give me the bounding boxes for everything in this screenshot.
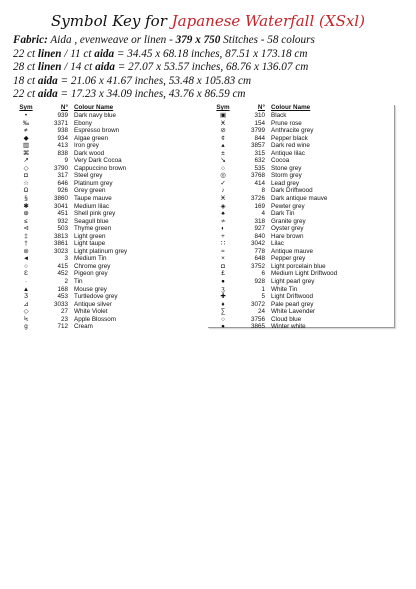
- colour-name: Espresso brown: [74, 127, 120, 135]
- color-row: [213, 248, 395, 256]
- stitch-symbol: •: [24, 112, 28, 119]
- colour-name: Light platinum grey: [74, 247, 128, 255]
- fabric-line: Fabric: Aida , evenweave or linen - 379 x 750 Stitches - 58 colours: [13, 34, 315, 46]
- dmc-number: 9: [64, 157, 68, 165]
- stitch-symbol: +: [221, 232, 225, 240]
- color-row: [213, 286, 395, 294]
- colour-name: Pewter grey: [271, 202, 305, 210]
- color-row: [213, 127, 395, 135]
- dmc-number: 3023: [53, 247, 68, 255]
- colour-name: Chrome grey: [74, 262, 111, 270]
- dmc-number: 3790: [53, 164, 68, 172]
- color-row: [213, 323, 395, 331]
- colour-name: Mouse grey: [74, 285, 107, 293]
- colour-name: Winter white: [271, 323, 306, 331]
- color-row: [213, 187, 395, 195]
- colour-name: Shell pink grey: [74, 210, 116, 218]
- dmc-number: 3860: [53, 195, 68, 203]
- dmc-number: 315: [254, 149, 265, 157]
- color-row: [16, 301, 198, 309]
- color-row: [16, 120, 198, 128]
- dmc-number: 934: [57, 134, 68, 142]
- colour-name: Seagull blue: [74, 217, 109, 225]
- size-line: 18 ct aida = 21.06 x 41.67 inches, 53.48 x 105.83 cm: [13, 74, 252, 87]
- colour-name: Pepper black: [271, 134, 308, 142]
- dmc-number: 415: [57, 262, 68, 270]
- stitch-symbol: ◇: [23, 308, 29, 316]
- dmc-number: 453: [57, 293, 68, 301]
- color-row: [16, 248, 198, 256]
- colour-name: Antique mauve: [271, 247, 314, 255]
- stitch-symbol: Ω: [23, 187, 29, 195]
- colour-name: Hare brown: [271, 232, 304, 240]
- colour-name: Dark antique mauve: [271, 195, 328, 203]
- color-row: [16, 240, 198, 248]
- color-row: [16, 233, 198, 241]
- stitch-symbol: ±: [221, 149, 225, 157]
- color-row: [16, 278, 198, 286]
- stitch-symbol: ⊲: [23, 225, 29, 233]
- stitch-symbol: ∷: [220, 240, 225, 248]
- colour-name: Black: [271, 112, 287, 119]
- colour-name: Pale pearl grey: [271, 300, 314, 308]
- colour-name: Antique lilac: [271, 149, 305, 157]
- dmc-number: 3371: [53, 119, 68, 127]
- colour-name: Light green: [74, 232, 106, 240]
- stitch-symbol: Ɛ: [24, 270, 28, 278]
- dmc-number: 27: [60, 308, 68, 316]
- color-row: [213, 301, 395, 309]
- color-row: [16, 172, 198, 180]
- dmc-number: 4: [261, 210, 265, 218]
- dmc-number: 168: [57, 285, 68, 293]
- stitch-symbol: ‡: [24, 232, 28, 240]
- colour-name: Antique silver: [74, 300, 112, 308]
- dmc-number: 3857: [250, 142, 265, 150]
- dmc-number: 3033: [53, 300, 68, 308]
- color-row: [213, 180, 395, 188]
- dmc-number: 2: [64, 278, 68, 286]
- color-row: [16, 308, 198, 316]
- colour-name: Lilac: [271, 240, 284, 248]
- color-row: [16, 157, 198, 165]
- dmc-number: 318: [254, 217, 265, 225]
- stitch-symbol: ⊿: [23, 300, 29, 308]
- colour-name: White Lavender: [271, 308, 316, 316]
- stitch-symbol: ‰: [22, 119, 30, 127]
- colour-name: Dark red wine: [271, 142, 310, 150]
- stitch-symbol: §: [24, 195, 28, 203]
- colour-name: White Tin: [271, 285, 298, 293]
- stitch-symbol: ◆: [23, 134, 29, 142]
- stitch-symbol: ◐: [221, 225, 225, 233]
- stitch-symbol: ▲: [22, 285, 30, 293]
- color-row: [16, 150, 198, 158]
- color-row: [16, 180, 198, 188]
- dmc-number: 24: [257, 308, 265, 316]
- dmc-number: 778: [254, 247, 265, 255]
- dmc-number: 3: [64, 255, 68, 263]
- colour-name: Cocoa: [271, 157, 290, 165]
- dmc-number: 3756: [250, 315, 265, 323]
- dmc-number: 632: [254, 157, 265, 165]
- dmc-number: 6: [261, 270, 265, 278]
- stitch-symbol: ◄: [22, 255, 30, 263]
- color-row: [16, 165, 198, 173]
- dmc-number: 23: [60, 315, 68, 323]
- stitch-symbol: ●: [221, 323, 225, 331]
- stitch-symbol: ◘: [221, 262, 225, 270]
- dmc-number: 452: [57, 270, 68, 278]
- pattern-name: Japanese Waterfall (XSxl): [171, 12, 365, 30]
- color-row: [16, 255, 198, 263]
- colour-name: Pepper grey: [271, 255, 306, 263]
- stitch-symbol: ·: [24, 278, 28, 286]
- stitch-symbol: ○: [221, 315, 225, 323]
- symbol-key-right: [213, 104, 395, 331]
- colour-name: Light pearl grey: [271, 278, 315, 286]
- colour-name: Cloud blue: [271, 315, 302, 323]
- colour-name: Medium Light Driftwood: [271, 270, 338, 278]
- color-row: [16, 286, 198, 294]
- colour-name: Granite grey: [271, 217, 306, 225]
- color-row: [213, 135, 395, 143]
- stitch-symbol: ≤: [24, 217, 28, 225]
- stitch-symbol: Ӿ: [220, 195, 226, 203]
- color-row: [16, 210, 198, 218]
- size-line: 28 ct linen / 14 ct aida = 27.07 x 53.57 inches, 68.76 x 136.07 cm: [13, 61, 309, 74]
- stitch-symbol: £: [221, 270, 225, 278]
- color-row: [213, 240, 395, 248]
- color-row: [16, 135, 198, 143]
- stitch-symbol: ⊘: [220, 127, 226, 135]
- color-row: [16, 270, 198, 278]
- color-row: [16, 127, 198, 135]
- dmc-number: 646: [57, 179, 68, 187]
- dmc-number: 8: [261, 187, 265, 195]
- stitch-symbol: ♪: [221, 187, 225, 195]
- colour-name: Iron grey: [74, 142, 99, 150]
- dmc-number: 3799: [250, 127, 265, 135]
- color-row: [16, 218, 198, 226]
- stitch-symbol: g: [24, 323, 28, 331]
- symbol-key-left: [16, 104, 198, 331]
- color-row: [16, 225, 198, 233]
- color-row: [213, 112, 395, 120]
- colour-name: Cream: [74, 323, 93, 331]
- colour-name: Prune rose: [271, 119, 302, 127]
- dmc-number: 844: [254, 134, 265, 142]
- color-row: [16, 263, 198, 271]
- dmc-number: 3861: [53, 240, 68, 248]
- colour-name: Turtledove grey: [74, 293, 118, 301]
- colour-name: Steel grey: [74, 172, 103, 180]
- color-row: [16, 323, 198, 331]
- stitch-symbol: ▥: [23, 142, 29, 150]
- color-row: [16, 293, 198, 301]
- stitch-symbol: ●: [221, 278, 225, 286]
- colour-name: Light taupe: [74, 240, 106, 248]
- stitch-symbol: ʒ: [221, 285, 225, 293]
- stitch-symbol: Ӿ: [220, 119, 226, 127]
- dmc-number: 928: [254, 278, 265, 286]
- dmc-number: 3865: [250, 323, 265, 331]
- colour-name: Apple Blossom: [74, 315, 116, 323]
- stitch-symbol: ◇: [23, 164, 29, 172]
- page-title: [0, 12, 416, 30]
- colour-name: Anthracite grey: [271, 127, 314, 135]
- dmc-number: 3042: [250, 240, 265, 248]
- color-row: [213, 172, 395, 180]
- key-rows: [16, 112, 198, 331]
- color-row: [213, 203, 395, 211]
- colour-name: Lead grey: [271, 179, 300, 187]
- key-header: Sym N° Colour Name: [19, 104, 114, 111]
- stitch-symbol: ×: [221, 255, 225, 263]
- color-row: [16, 142, 198, 150]
- dmc-number: 535: [254, 164, 265, 172]
- color-row: [213, 293, 395, 301]
- color-row: [213, 218, 395, 226]
- stitch-symbol: ♦: [221, 300, 225, 308]
- stitch-symbol: ○: [221, 164, 225, 172]
- dmc-number: 938: [57, 127, 68, 135]
- size-line: 22 ct aida = 17.23 x 34.09 inches, 43.76 x 86.59 cm: [13, 88, 246, 101]
- color-row: [213, 263, 395, 271]
- dmc-number: 932: [57, 217, 68, 225]
- dmc-number: 3041: [53, 202, 68, 210]
- stitch-symbol: ⌘: [22, 149, 30, 157]
- color-row: [16, 187, 198, 195]
- dmc-number: 1: [261, 285, 265, 293]
- stitch-symbol: ◘: [24, 172, 28, 180]
- colour-name: Ebony: [74, 119, 92, 127]
- stitch-symbol: ☆: [23, 179, 29, 187]
- color-row: [213, 142, 395, 150]
- colour-name: Algae green: [74, 134, 108, 142]
- dmc-number: 927: [254, 225, 265, 233]
- color-row: [213, 308, 395, 316]
- title-prefix: Symbol Key for: [51, 12, 167, 30]
- colour-name: Platinum grey: [74, 179, 113, 187]
- dmc-number: 3752: [250, 262, 265, 270]
- dmc-number: 169: [254, 202, 265, 210]
- dmc-number: 414: [254, 179, 265, 187]
- color-row: [213, 278, 395, 286]
- stitch-symbol: ≠: [24, 127, 28, 135]
- colour-name: Storm grey: [271, 172, 302, 180]
- dmc-number: 3726: [250, 195, 265, 203]
- dmc-number: 413: [57, 142, 68, 150]
- dmc-number: 648: [254, 255, 265, 263]
- dmc-number: 451: [57, 210, 68, 218]
- stitch-symbol: †: [24, 240, 28, 248]
- color-row: [213, 233, 395, 241]
- stitch-symbol: ✓: [220, 179, 226, 187]
- color-row: [16, 112, 198, 120]
- stitch-symbol: Ϟ: [24, 315, 28, 323]
- fabric-info: [13, 34, 413, 102]
- colour-name: Medium lilac: [74, 202, 109, 210]
- color-row: [213, 120, 395, 128]
- colour-name: Thyme green: [74, 225, 112, 233]
- dmc-number: 840: [254, 232, 265, 240]
- color-row: [16, 316, 198, 324]
- color-row: [213, 270, 395, 278]
- stitch-symbol: ♠: [221, 210, 225, 218]
- colour-name: Stone grey: [271, 164, 302, 172]
- dmc-number: 838: [57, 149, 68, 157]
- dmc-number: 926: [57, 187, 68, 195]
- colour-name: Dark navy blue: [74, 112, 116, 119]
- dmc-number: 712: [57, 323, 68, 331]
- stitch-symbol: ⊚: [23, 247, 29, 255]
- dmc-number: 3072: [250, 300, 265, 308]
- color-row: [213, 255, 395, 263]
- stitch-symbol: ✱: [23, 202, 29, 210]
- colour-name: Medium Tin: [74, 255, 107, 263]
- color-row: [213, 316, 395, 324]
- stitch-symbol: ↘: [220, 157, 226, 165]
- stitch-symbol: ✚: [220, 293, 226, 301]
- stitch-symbol: ◎: [220, 172, 226, 180]
- colour-name: Tin: [74, 278, 83, 286]
- color-row: [213, 157, 395, 165]
- stitch-symbol: ▴: [221, 142, 225, 150]
- color-row: [213, 210, 395, 218]
- colour-name: Grey green: [74, 187, 106, 195]
- color-row: [213, 195, 395, 203]
- key-header: Sym N° Colour Name: [216, 104, 311, 111]
- color-row: [16, 203, 198, 211]
- colour-name: Cappuccino brown: [74, 164, 127, 172]
- key-rows: [213, 112, 395, 331]
- colour-name: White Violet: [74, 308, 108, 316]
- stitch-symbol: ∑: [220, 308, 226, 316]
- dmc-number: 503: [57, 225, 68, 233]
- color-row: [213, 150, 395, 158]
- colour-name: Taupe mauve: [74, 195, 112, 203]
- colour-name: Dark Tin: [271, 210, 295, 218]
- colour-name: Dark wood: [74, 149, 105, 157]
- dmc-number: 310: [254, 112, 265, 119]
- colour-name: Light porcelain blue: [271, 262, 326, 270]
- stitch-symbol: ◈: [220, 202, 226, 210]
- dmc-number: 939: [57, 112, 68, 119]
- stitch-symbol: ¢: [221, 134, 225, 142]
- stitch-symbol: ≈: [221, 247, 225, 255]
- colour-name: Dark Driftwood: [271, 187, 313, 195]
- color-row: [213, 225, 395, 233]
- dmc-number: 3768: [250, 172, 265, 180]
- dmc-number: 3813: [53, 232, 68, 240]
- stitch-symbol: ⊕: [23, 210, 29, 218]
- size-line: 22 ct linen / 11 ct aida = 34.45 x 68.18 inches, 87.51 x 173.18 cm: [13, 47, 308, 60]
- color-row: [213, 165, 395, 173]
- dmc-number: 317: [57, 172, 68, 180]
- dmc-number: 154: [254, 119, 265, 127]
- color-row: [16, 195, 198, 203]
- colour-name: Oyster grey: [271, 225, 304, 233]
- colour-name: Pigeon grey: [74, 270, 108, 278]
- stitch-symbol: ○: [24, 262, 28, 270]
- dmc-number: 5: [261, 293, 265, 301]
- stitch-symbol: ▣: [220, 112, 226, 119]
- stitch-symbol: Ӡ: [24, 293, 28, 301]
- stitch-symbol: ↗: [23, 157, 29, 165]
- colour-name: Very Dark Cocoa: [74, 157, 122, 165]
- stitch-symbol: ≁: [220, 217, 226, 225]
- colour-name: Light Driftwood: [271, 293, 313, 301]
